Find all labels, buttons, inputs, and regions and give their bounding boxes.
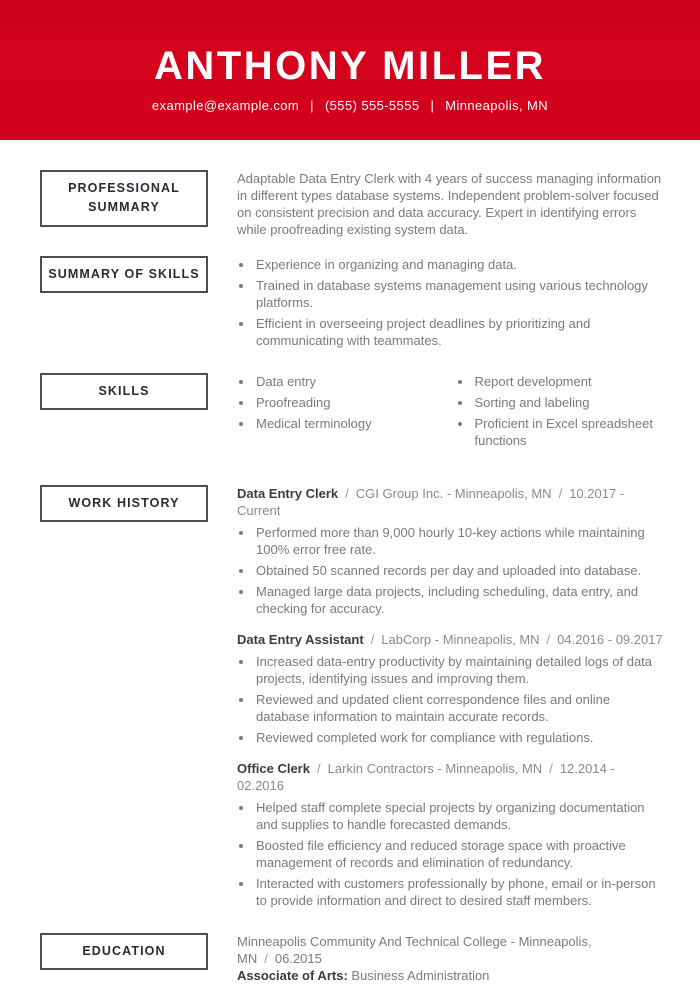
professional-summary-text: Adaptable Data Entry Clerk with 4 years of success managing information in different types database systems. Independent problem-solver focused on consistent precision and data accuracy. Expert in identifying errors while proofreading existing system data.: [237, 171, 662, 237]
separator-slash: /: [345, 486, 349, 501]
job-duties-list: [237, 524, 664, 617]
job-title: Office Clerk: [237, 761, 310, 776]
separator-slash: /: [264, 951, 268, 966]
list-item: • Obtained 50 scanned records per day and uploaded into database.: [254, 562, 664, 579]
skills-column-left: [237, 373, 446, 449]
list-item: • Reviewed and updated client correspondence files and online database information to maintain accurate records.: [254, 691, 664, 725]
education-school-line: [237, 933, 664, 967]
job-dates: 10.2017 - Current: [237, 486, 625, 518]
separator-slash: /: [549, 761, 553, 776]
list-item: • Sorting and labeling: [473, 394, 665, 411]
list-item: • Helped staff complete special projects by organizing documentation and supplies to handle forecasted demands.: [254, 799, 664, 833]
section-label-summary-of-skills: SUMMARY OF SKILLS: [40, 256, 208, 293]
list-item: • Performed more than 9,000 hourly 10-key actions while maintaining 100% error free rate.: [254, 524, 664, 558]
education-degree-line: [237, 967, 664, 984]
contact-location: Minneapolis, MN: [445, 98, 549, 113]
job-title: Data Entry Clerk: [237, 486, 339, 501]
list-item: • Data entry: [254, 373, 446, 390]
contact-email: example@example.com: [151, 98, 300, 113]
section-label-work-history: WORK HISTORY: [40, 485, 208, 522]
job-dates: 12.2014 - 02.2016: [237, 761, 615, 793]
job-company: Larkin Contractors - Minneapolis, MN: [327, 761, 543, 776]
section-label-skills: SKILLS: [40, 373, 208, 410]
list-item: • Medical terminology: [254, 415, 446, 432]
summary-of-skills-list: [237, 256, 664, 349]
contact-info: [0, 98, 700, 113]
education-degree-value: Business Administration: [351, 968, 490, 983]
list-item: • Increased data-entry productivity by maintaining detailed logs of data projects, identifying issues and improving them.: [254, 653, 664, 687]
list-item: • Efficient in overseeing project deadlines by prioritizing and communicating with teammates.: [254, 315, 664, 349]
education-school: Minneapolis Community And Technical College - Minneapolis, MN: [237, 934, 592, 966]
skills-column-right: [456, 373, 665, 449]
resume-header: [0, 0, 700, 140]
list-item: • Interacted with customers professionally by phone, email or in-person to provide information and direct to desired staff members.: [254, 875, 664, 909]
separator-slash: /: [558, 486, 563, 501]
resume-body: [0, 140, 700, 984]
section-work-history: [40, 485, 664, 909]
job-heading: [237, 760, 664, 794]
skills-columns: [237, 373, 664, 449]
section-label-professional-summary: PROFESSIONAL SUMMARY: [40, 170, 208, 227]
job-heading: [237, 631, 664, 648]
separator-pipe: |: [430, 98, 435, 113]
job-duties-list: [237, 653, 664, 746]
education-date: 06.2015: [274, 951, 322, 966]
job-entry: [237, 485, 664, 617]
contact-phone: (555) 555-5555: [324, 98, 420, 113]
job-entry: [237, 760, 664, 909]
separator-slash: /: [546, 632, 551, 647]
job-company: CGI Group Inc. - Minneapolis, MN: [355, 486, 552, 501]
list-item: • Report development: [473, 373, 665, 390]
list-item: • Proofreading: [254, 394, 446, 411]
section-summary-of-skills: [40, 256, 664, 349]
candidate-name: ANTHONY MILLER: [153, 44, 547, 88]
separator-pipe: |: [310, 98, 314, 113]
section-label-education: EDUCATION: [40, 933, 208, 970]
job-entry: [237, 631, 664, 746]
section-professional-summary: [40, 170, 664, 238]
section-education: [40, 933, 664, 984]
section-skills: [40, 373, 664, 449]
separator-slash: /: [370, 632, 375, 647]
job-heading: [237, 485, 664, 519]
list-item: • Experience in organizing and managing data.: [254, 256, 664, 273]
list-item: • Managed large data projects, including scheduling, data entry, and checking for accuracy.: [254, 583, 664, 617]
separator-slash: /: [316, 761, 321, 776]
education-degree-label: Associate of Arts:: [237, 968, 348, 983]
job-duties-list: [237, 799, 664, 909]
job-title: Data Entry Assistant: [237, 632, 364, 647]
list-item: • Proficient in Excel spreadsheet functions: [473, 415, 665, 449]
job-company: LabCorp - Minneapolis, MN: [381, 632, 540, 647]
job-dates: 04.2016 - 09.2017: [557, 632, 663, 647]
list-item: • Boosted file efficiency and reduced storage space with proactive management of records and elimination of redundancy.: [254, 837, 664, 871]
list-item: • Reviewed completed work for compliance with regulations.: [254, 729, 664, 746]
list-item: • Trained in database systems management using various technology platforms.: [254, 277, 664, 311]
